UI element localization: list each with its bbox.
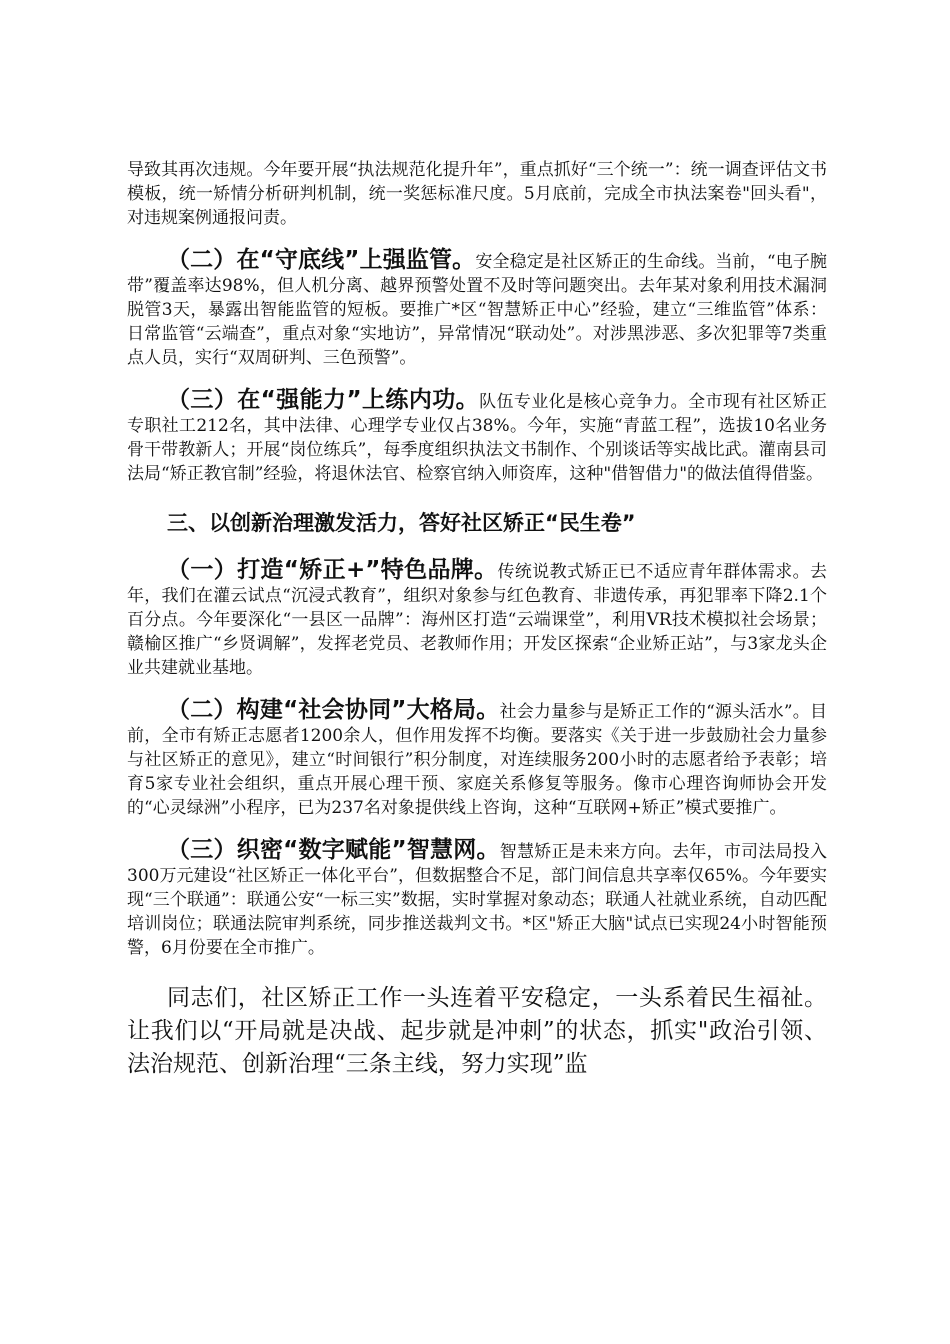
paragraph-heading: （三）织密“数字赋能”智慧网。 [167,837,500,863]
paragraph-social-collaboration [127,698,827,820]
paragraph-capability [127,388,827,486]
closing-paragraph: 同志们，社区矫正工作一头连着平安稳定，一头系着民生福祉。让我们以“开局就是决战、起步就是冲刺”的状态，抓实"政治引领、法治规范、创新治理“三条主线，努力实现”监 [127,985,827,1077]
document-page [127,158,827,1104]
paragraph-text: 队伍专业化是核心竞争力。全市现有社区矫正专职社工212名，其中法律、心理学专业仅占38%。今年，实施“青蓝工程”，选拔10名业务骨干带教新人；开展“岗位练兵”，每季度组织执法文书制作、个别谈话等实战比武。灌南县司法局“矫正教官制”经验，将退休法官、检察官纳入师资库，这种"借智借力"的做法值得借鉴。 [127,392,828,484]
paragraph-text: 传统说教式矫正已不适应青年群体需求。去年，我们在灌云试点“沉浸式教育”，组织对象参与红色教育、非遗传承，再犯罪率下降2.1个百分点。今年要深化“一县区一品牌”：海州区打造“云端课堂”，利用VR技术模拟社会场景；赣榆区推广“乡贤调解”，发挥老党员、老教师作用；开发区探索“企业矫正站”，与3家龙头企业共建就业基地。 [127,562,827,678]
paragraph-text: 社会力量参与是矫正工作的“源头活水”。目前，全市有矫正志愿者1200余人，但作用发挥不均衡。要落实《关于进一步鼓励社会力量参与社区矫正的意见》，建立“时间银行”积分制度，对连续服务200小时的志愿者给予表彰；培育5家专业社会组织，重点开展心理干预、家庭关系修复等服务。像市心理咨询师协会开发的“心灵绿洲”小程序，已为237名对象提供线上咨询，这种“互联网+矫正”模式要推广。 [127,702,828,818]
paragraph-text: 智慧矫正是未来方向。去年，市司法局投入300万元建设“社区矫正一体化平台”，但数据整合不足，部门间信息共享率仅65%。今年要实现“三个联通”：联通公安“一标三实”数据，实时掌握对象动态；联通人社就业系统，自动匹配培训岗位；联通法院审判系统，同步推送裁判文书。*区"矫正大脑"试点已实现24小时智能预警，6月份要在全市推广。 [127,842,828,958]
paragraph-digital [127,838,827,960]
paragraph-enforcement-continued [127,158,827,230]
paragraph-text: 导致其再次违规。今年要开展“执法规范化提升年”，重点抓好“三个统一”：统一调查评估文书模板，统一矫情分析研判机制，统一奖惩标准尺度。5月底前，完成全市执法案卷"回头看"，对违规案例通报问责。 [127,160,827,228]
paragraph-supervision [127,248,827,370]
section-heading-3: 三、以创新治理激发活力，答好社区矫正“民生卷” [167,511,636,535]
paragraph-heading: （二）构建“社会协同”大格局。 [167,697,500,723]
paragraph-heading: （一）打造“矫正+”特色品牌。 [167,557,498,583]
paragraph-brand [127,558,827,680]
paragraph-text: 安全稳定是社区矫正的生命线。当前，“电子腕带”覆盖率达98%，但人机分离、越界预警处置不及时等问题突出。去年某对象利用技术漏洞脱管3天，暴露出智能监管的短板。要推广*区“智慧矫正中心”经验，建立“三维监管”体系：日常监管“云端查”，重点对象“实地访”，异常情况“联动处”。对涉黑涉恶、多次犯罪等7类重点人员，实行“双周研判、三色预警”。 [127,252,827,368]
paragraph-heading: （三）在“强能力”上练内功。 [167,387,480,413]
paragraph-heading: （二）在“守底线”上强监管。 [167,247,476,273]
